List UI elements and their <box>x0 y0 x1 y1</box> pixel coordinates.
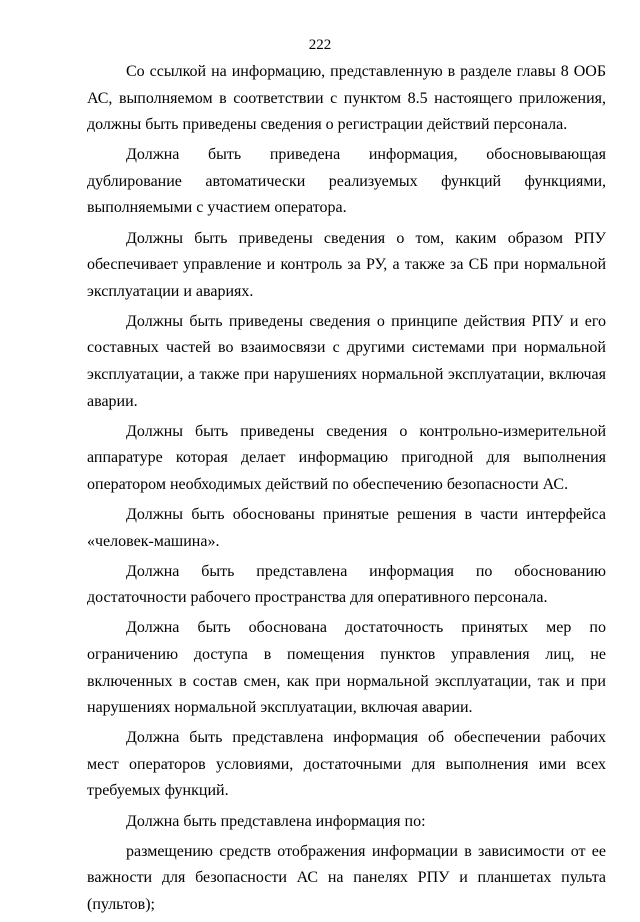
document-body <box>87 59 606 922</box>
paragraph-operator-workplaces: Должна быть представлена информация об обеспечении рабочих мест операторов условиями, достаточными для выполнения ими всех требуемых функций. <box>87 729 606 800</box>
paragraph-instrumentation: Должны быть приведены сведения о контрольно-измерительной аппаратуре которая делает информацию пригодной для выполнения оператором необходимых действий по обеспечению безопасности АС. <box>87 422 606 493</box>
paragraph-rpu-control: Должны быть приведены сведения о том, каким образом РПУ обеспечивает управление и контроль за РУ, а также за СБ при нормальной эксплуатации и авариях. <box>87 229 606 300</box>
paragraph-human-machine-interface: Должны быть обоснованы принятые решения в части интерфейса «человек-машина». <box>87 506 606 550</box>
paragraph-display-placement: размещению средств отображения информации в зависимости от ее важности для безопасности АС на панелях РПУ и планшетах пульта (пультов); <box>87 842 606 913</box>
paragraph-information-on: Должна быть представлена информация по: <box>126 812 426 830</box>
page-number: 222 <box>308 37 332 53</box>
paragraph-function-duplication: Должна быть приведена информация, обосновывающая дублирование автоматически реализуемых функций функциями, выполняемыми с участием оператора. <box>87 146 606 217</box>
paragraph-registration-of-actions: Со ссылкой на информацию, представленную в разделе главы 8 ООБ АС, выполняемом в соответствии с пунктом 8.5 настоящего приложения, должны быть приведены сведения о регистрации действий персонала. <box>87 63 606 134</box>
paragraph-workspace-sufficiency: Должна быть представлена информация по обоснованию достаточности рабочего пространства для оперативного персонала. <box>87 562 606 607</box>
paragraph-access-restriction: Должна быть обоснована достаточность принятых мер по ограничению доступа в помещения пунктов управления лиц, не включенных в состав смен, как при нормальной эксплуатации, так и при нарушениях нормальной эксплуатации, включая аварии. <box>87 619 606 717</box>
paragraph-rpu-principle: Должны быть приведены сведения о принципе действия РПУ и его составных частей во взаимосвязи с другими системами при нормальной эксплуатации, а также при нарушениях нормальной эксплуатации, включая аварии. <box>87 312 606 410</box>
